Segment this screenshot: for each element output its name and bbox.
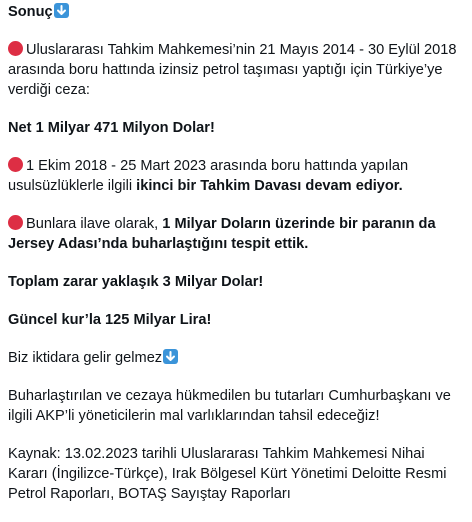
second-case-bold-text: ikinci bir Tahkim Davası devam ediyor. (136, 178, 403, 194)
paragraph-source (8, 444, 468, 504)
paragraph-second-case (8, 156, 468, 196)
down-arrow-emoji-icon (163, 349, 178, 364)
paragraph-penalty (8, 40, 468, 100)
paragraph-result (8, 2, 468, 22)
post-body (8, 2, 468, 522)
jersey-text: Bunlara ilave olarak, (26, 216, 163, 232)
red-circle-emoji-icon (8, 157, 23, 172)
total-loss-text: Toplam zarar yaklaşık 3 Milyar Dolar! (8, 274, 264, 290)
source-text: Kaynak: 13.02.2023 tarihli Uluslararası Tahkim Mahkemesi Nihai Kararı (İngilizce-Türkçe), Irak Bölgesel Kürt Yönetimi Deloitte Resmi Petrol Raporları, BOTAŞ Sayıştay Raporları (8, 446, 447, 502)
red-circle-emoji-icon (8, 215, 23, 230)
paragraph-jersey (8, 214, 468, 254)
jersey-bold-text: 1 Milyar Doların üzerinde bir paranın da Jersey Adası’nda buharlaştığını tespit ettik. (8, 216, 436, 252)
paragraph-total-loss (8, 272, 468, 292)
red-circle-emoji-icon (8, 41, 23, 56)
second-case-text: 1 Ekim 2018 - 25 Mart 2023 arasında boru hattında yapılan usulsüzlüklerle ilgili (8, 158, 409, 194)
paragraph-lira (8, 310, 468, 330)
paragraph-government (8, 348, 468, 368)
penalty-text: Uluslararası Tahkim Mahkemesi’nin 21 Mayıs 2014 - 30 Eylül 2018 arasında boru hattında izinsiz petrol taşıması yaptığı için Türkiye’ye verdiği ceza: (8, 42, 457, 98)
lira-text: Güncel kur’la 125 Milyar Lira! (8, 312, 212, 328)
paragraph-net-amount (8, 118, 468, 138)
down-arrow-emoji-icon (54, 3, 69, 18)
paragraph-collect (8, 386, 468, 426)
government-text: Biz iktidara gelir gelmez (8, 350, 163, 366)
result-heading: Sonuç (8, 4, 53, 20)
collect-text: Buharlaştırılan ve cezaya hükmedilen bu tutarları Cumhurbaşkanı ve ilgili AKP’li yöneticilerin mal varlıklarından tahsil edeceğiz! (8, 388, 451, 424)
net-amount-text: Net 1 Milyar 471 Milyon Dolar! (8, 120, 215, 136)
